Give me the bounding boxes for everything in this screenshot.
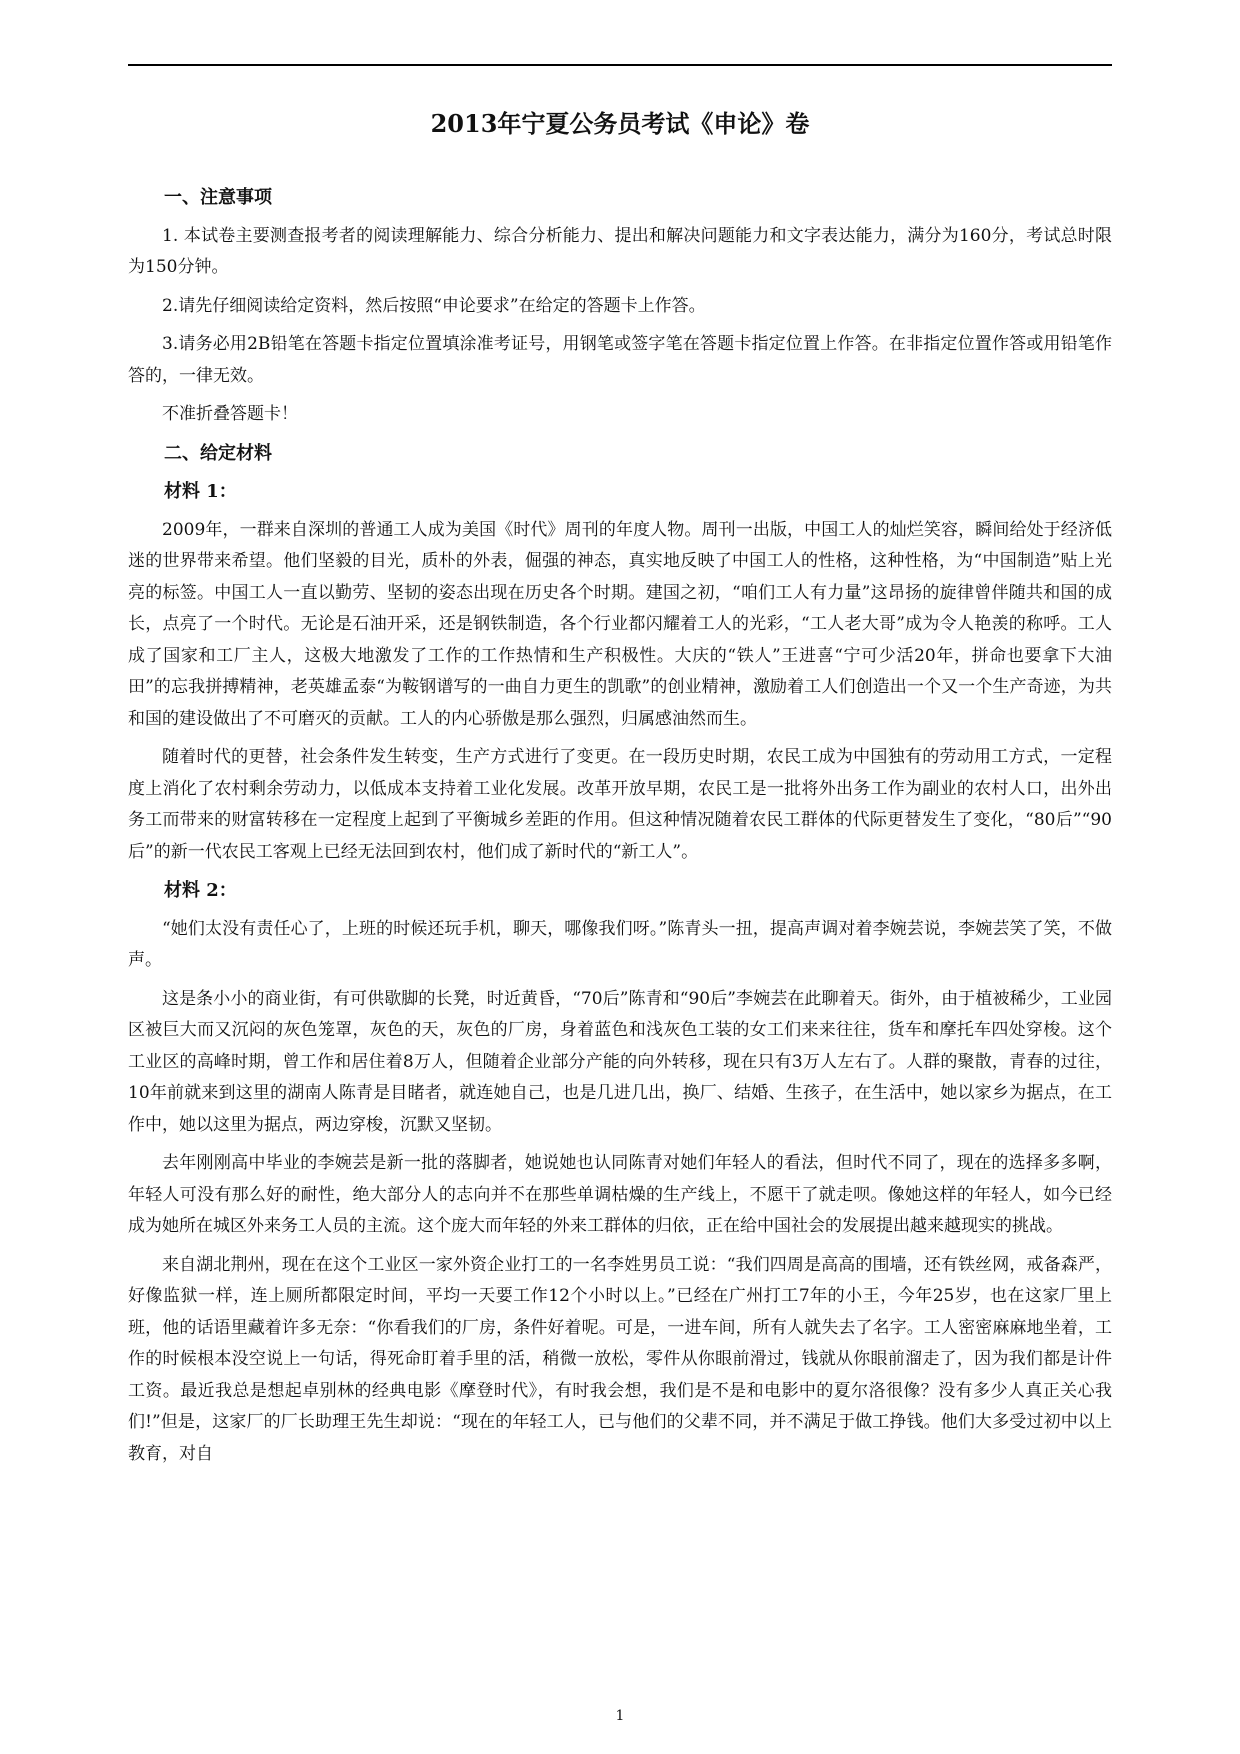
note-item-4: 不准折叠答题卡！ — [162, 404, 298, 424]
header-rule — [128, 64, 1112, 66]
material-1-paragraph-2: 随着时代的更替，社会条件发生转变，生产方式进行了变更。在一段历史时期，农民工成为中国独有的劳动用工方式，一定程度上消化了农村剩余劳动力，以低成本支持着工业化发展。改革开放早期，农民工是一批将外出务工作为副业的农村人口，出外出务工而带来的财富转移在一定程度上起到了平衡城乡差距的作用。但这种情况随着农民工群体的代际更替发生了变化，“80后”“90后”的新一代农民工客观上已经无法回到农村，他们成了新时代的“新工人”。 — [128, 747, 1112, 862]
note-item-3: 3.请务必用2B铅笔在答题卡指定位置填涂准考证号，用钢笔或签字笔在答题卡指定位置上作答。在非指定位置作答或用铅笔作答的，一律无效。 — [128, 334, 1112, 386]
note-item-1: 1. 本试卷主要测查报考者的阅读理解能力、综合分析能力、提出和解决问题能力和文字表达能力，满分为160分，考试总时限为150分钟。 — [128, 225, 1112, 277]
material-1-label: 材料 1： — [164, 481, 237, 502]
page-number: 1 — [615, 1708, 625, 1724]
section-heading-notes: 一、注意事项 — [164, 187, 272, 208]
document-title: 2013年宁夏公务员考试《申论》卷 — [430, 109, 810, 138]
material-2-label: 材料 2： — [164, 880, 237, 901]
section-heading-materials: 二、给定材料 — [164, 442, 272, 464]
document-body — [128, 182, 1112, 1477]
material-1-paragraph-1: 2009年，一群来自深圳的普通工人成为美国《时代》周刊的年度人物。周刊一出版，中国工人的灿烂笑容，瞬间给处于经济低迷的世界带来希望。他们坚毅的目光，质朴的外表，倔强的神态，真实地反映了中国工人的性格，这种性格，为“中国制造”贴上光亮的标签。中国工人一直以勤劳、坚韧的姿态出现在历史各个时期。建国之初，“咱们工人有力量”这昂扬的旋律曾伴随共和国的成长，点亮了一个时代。无论是石油开采，还是钢铁制造，各个行业都闪耀着工人的光彩，“工人老大哥”成为令人艳羡的称呼。工人成了国家和工厂主人，这极大地激发了工作的工作热情和生产积极性。大庆的“铁人”王进喜“宁可少活20年，拼命也要拿下大油田”的忘我拼搏精神，老英雄孟泰“为鞍钢谱写的一曲自力更生的凯歌”的创业精神，激励着工人们创造出一个又一个生产奇迹，为共和国的建设做出了不可磨灭的贡献。工人的内心骄傲是那么强烈，归属感油然而生。 — [128, 519, 1112, 729]
material-2-paragraph-1: “她们太没有责任心了，上班的时候还玩手机，聊天，哪像我们呀。”陈青头一扭，提高声调对着李婉芸说，李婉芸笑了笑，不做声。 — [128, 918, 1112, 970]
material-2-paragraph-3: 去年刚刚高中毕业的李婉芸是新一批的落脚者，她说她也认同陈青对她们年轻人的看法，但时代不同了，现在的选择多多啊，年轻人可没有那么好的耐性，绝大部分人的志向并不在那些单调枯燥的生产线上，不愿干了就走呗。像她这样的年轻人，如今已经成为她所在城区外来务工人员的主流。这个庞大而年轻的外来工群体的归依，正在给中国社会的发展提出越来越现实的挑战。 — [128, 1153, 1112, 1236]
note-item-2: 2.请先仔细阅读给定资料，然后按照“申论要求”在给定的答题卡上作答。 — [162, 295, 706, 316]
material-2-paragraph-4: 来自湖北荆州，现在在这个工业区一家外资企业打工的一名李姓男员工说：“我们四周是高高的围墙，还有铁丝网，戒备森严，好像监狱一样，连上厕所都限定时间，平均一天要工作12个小时以上。”已经在广州打工7年的小王，今年25岁，也在这家厂里上班，他的话语里藏着许多无奈：“你看我们的厂房，条件好着呢。可是，一进车间，所有人就失去了名字。工人密密麻麻地坐着，工作的时候根本没空说上一句话，得死命盯着手里的活，稍微一放松，零件从你眼前滑过，钱就从你眼前溜走了，因为我们都是计件工资。最近我总是想起卓别林的经典电影《摩登时代》，有时我会想，我们是不是和电影中的夏尔洛很像？没有多少人真正关心我们!”但是，这家厂的厂长助理王先生却说：“现在的年轻工人，已与他们的父辈不同，并不满足于做工挣钱。他们大多受过初中以上教育，对自 — [128, 1254, 1112, 1464]
material-2-paragraph-2: 这是条小小的商业街，有可供歇脚的长凳，时近黄昏，“70后”陈青和“90后”李婉芸在此聊着天。街外，由于植被稀少，工业园区被巨大而又沉闷的灰色笼罩，灰色的天，灰色的厂房，身着蓝色和浅灰色工装的女工们来来往往，货车和摩托车四处穿梭。这个工业区的高峰时期，曾工作和居住着8万人，但随着企业部分产能的向外转移，现在只有3万人左右了。人群的聚散，青春的过往，10年前就来到这里的湖南人陈青是目睹者，就连她自己，也是几进几出，换厂、结婚、生孩子，在生活中，她以家乡为据点，在工作中，她以这里为据点，两边穿梭，沉默又坚韧。 — [128, 988, 1112, 1135]
